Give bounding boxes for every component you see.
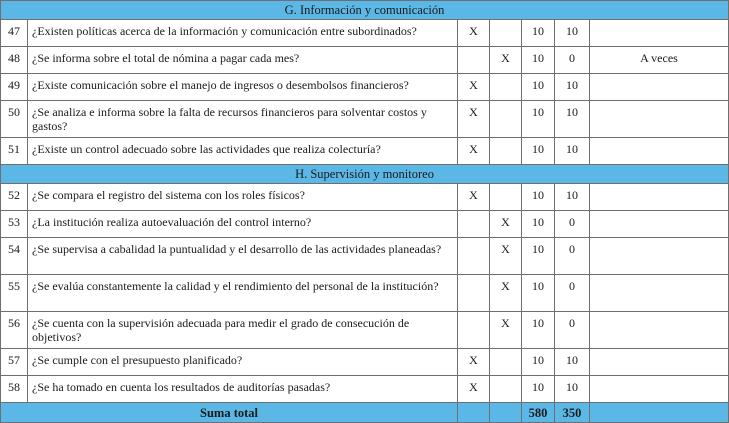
calificacion: 0 [555,47,590,74]
total-empty-si [458,403,490,423]
answer-no: X [490,238,522,275]
question-text: ¿Existe comunicación sobre el manejo de ingresos o desembolsos financieros? [28,74,458,101]
observacion [590,349,729,376]
answer-si: X [458,74,490,101]
section-header [1,1,729,20]
calificacion: 10 [555,138,590,165]
answer-si [458,238,490,275]
table-row [1,312,729,349]
answer-no [490,20,522,47]
answer-no: X [490,275,522,312]
total-empty-no [490,403,522,423]
answer-no: X [490,47,522,74]
table-row [1,275,729,312]
question-text: ¿Se analiza e informa sobre la falta de recursos financieros para solventar costos y gastos? [28,101,458,138]
answer-no [490,74,522,101]
section-header [1,165,729,184]
row-number: 53 [1,211,28,238]
ponderacion: 10 [522,184,555,211]
calificacion: 0 [555,275,590,312]
calificacion: 0 [555,312,590,349]
calificacion: 10 [555,74,590,101]
ponderacion: 10 [522,74,555,101]
observacion [590,20,729,47]
ponderacion: 10 [522,376,555,403]
total-ponderacion: 580 [522,403,555,423]
ponderacion: 10 [522,349,555,376]
table-row [1,47,729,74]
calificacion: 10 [555,349,590,376]
answer-si: X [458,101,490,138]
ponderacion: 10 [522,211,555,238]
row-number: 56 [1,312,28,349]
question-text: ¿Se cuenta con la supervisión adecuada para medir el grado de consecución de objetivos? [28,312,458,349]
answer-no: X [490,312,522,349]
question-text: ¿Se ha tomado en cuenta los resultados de auditorías pasadas? [28,376,458,403]
answer-no [490,349,522,376]
table-row [1,101,729,138]
question-text: ¿Se cumple con el presupuesto planificado? [28,349,458,376]
answer-si [458,275,490,312]
calificacion: 10 [555,20,590,47]
section-title: G. Información y comunicación [1,1,729,20]
question-text: ¿Existe un control adecuado sobre las actividades que realiza colecturía? [28,138,458,165]
row-number: 55 [1,275,28,312]
answer-si: X [458,138,490,165]
calificacion: 0 [555,238,590,275]
answer-no [490,376,522,403]
calificacion: 10 [555,101,590,138]
answer-no [490,184,522,211]
section-title: H. Supervisión y monitoreo [1,165,729,184]
observacion [590,312,729,349]
table-row [1,238,729,275]
ponderacion: 10 [522,47,555,74]
total-empty-obs [590,403,729,423]
row-number: 48 [1,47,28,74]
observacion [590,238,729,275]
question-text: ¿Existen políticas acerca de la información y comunicación entre subordinados? [28,20,458,47]
answer-no: X [490,211,522,238]
calificacion: 10 [555,184,590,211]
answer-si [458,312,490,349]
observacion [590,101,729,138]
question-text: ¿Se compara el registro del sistema con los roles físicos? [28,184,458,211]
calificacion: 0 [555,211,590,238]
question-text: ¿Se informa sobre el total de nómina a pagar cada mes? [28,47,458,74]
ponderacion: 10 [522,20,555,47]
row-number: 52 [1,184,28,211]
question-text: ¿Se evalúa constantemente la calidad y el rendimiento del personal de la institución? [28,275,458,312]
answer-si: X [458,20,490,47]
question-text: ¿La institución realiza autoevaluación del control interno? [28,211,458,238]
observacion [590,138,729,165]
row-number: 51 [1,138,28,165]
observacion [590,74,729,101]
row-number: 54 [1,238,28,275]
row-number: 50 [1,101,28,138]
answer-si [458,211,490,238]
table-row [1,20,729,47]
table-row [1,211,729,238]
answer-no [490,101,522,138]
ponderacion: 10 [522,138,555,165]
total-calificacion: 350 [555,403,590,423]
ponderacion: 10 [522,238,555,275]
row-number: 49 [1,74,28,101]
table-row [1,376,729,403]
table-row [1,184,729,211]
total-row [1,403,729,423]
observacion [590,211,729,238]
calificacion: 10 [555,376,590,403]
row-number: 58 [1,376,28,403]
answer-si: X [458,184,490,211]
ponderacion: 10 [522,312,555,349]
table-row [1,74,729,101]
ponderacion: 10 [522,275,555,312]
total-label: Suma total [1,403,458,423]
answer-si [458,47,490,74]
row-number: 57 [1,349,28,376]
table-row [1,138,729,165]
observacion [590,184,729,211]
answer-no [490,138,522,165]
observacion [590,275,729,312]
observacion [590,376,729,403]
answer-si: X [458,376,490,403]
table-row [1,349,729,376]
observacion: A veces [590,47,729,74]
row-number: 47 [1,20,28,47]
ponderacion: 10 [522,101,555,138]
answer-si: X [458,349,490,376]
question-text: ¿Se supervisa a cabalidad la puntualidad y el desarrollo de las actividades planeadas? [28,238,458,275]
